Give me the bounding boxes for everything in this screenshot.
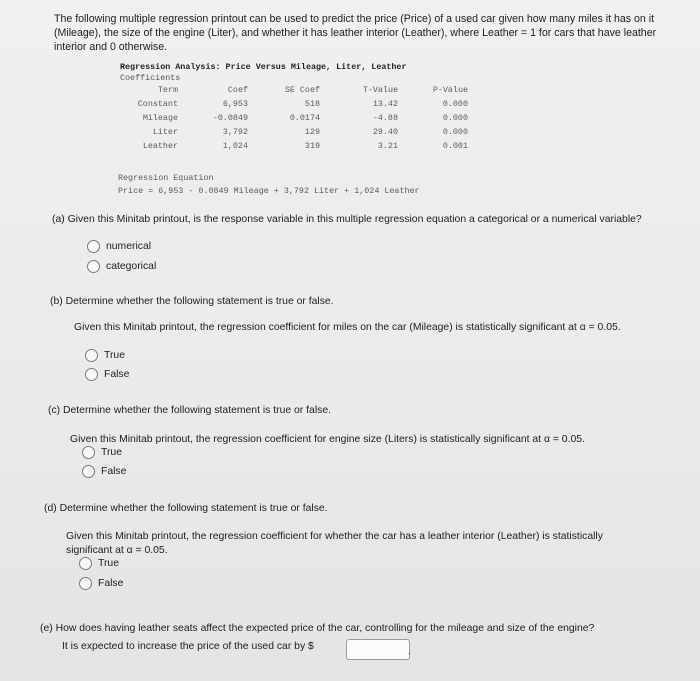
table-cell: 0.000 (442, 127, 468, 137)
question-e-text: How does having leather seats affect the expected price of the car, controlling for the mileage and size of the engine? (55, 623, 595, 634)
printout-title: Regression Analysis: Price Versus Mileage, Liter, Leather (120, 62, 407, 72)
intro-text: The following multiple regression printout can be used to predict the price (Price) of a used car given how many miles it has on it (Mileage), the size of the engine (Liter), and whether it has leather interior (Leather), where Leather = 1 for cars that have leather interior and 0 otherwise. (54, 13, 657, 53)
table-cell: 6,953 (222, 99, 248, 109)
radio-button[interactable] (85, 368, 98, 381)
question-c-text: Given this Minitab printout, the regression coefficient for engine size (Liters) is statistically significant at α = 0.05. (70, 434, 585, 445)
radio-button[interactable] (79, 577, 92, 590)
question-b-label: (b) (50, 296, 63, 307)
option-c-false[interactable] (82, 465, 126, 478)
option-label: True (98, 558, 119, 569)
question-c-label: (c) (48, 405, 61, 416)
table-cell: -0.0849 (212, 113, 248, 123)
header-term: Term (157, 85, 178, 95)
table-cell: Mileage (142, 113, 178, 123)
table-row (126, 139, 468, 153)
table-cell: 129 (304, 127, 320, 137)
question-b-instruction: Determine whether the following statement is true or false. (65, 296, 334, 307)
option-label: True (101, 447, 122, 458)
equation-text: Price = 6,953 - 0.0849 Mileage + 3,792 Liter + 1,024 Leather (118, 186, 420, 196)
option-label: numerical (106, 241, 152, 252)
header-p-value: P-Value (432, 85, 468, 95)
table-row (126, 111, 468, 125)
radio-button[interactable] (79, 557, 92, 570)
table-cell: 13.42 (372, 99, 398, 109)
table-cell: 0.000 (442, 99, 468, 109)
coefficients-table (126, 83, 468, 153)
question-e-label: (e) (40, 623, 53, 634)
option-label: categorical (106, 261, 157, 272)
question-a-text: Given this Minitab printout, is the response variable in this multiple regression equation a categorical or a numerical variable? (67, 214, 642, 225)
option-label: False (104, 369, 130, 380)
question-e (40, 622, 680, 636)
regression-printout (120, 62, 580, 153)
table-cell: 0.000 (442, 113, 468, 123)
option-d-true[interactable] (79, 557, 119, 570)
question-c-instruction-line (48, 404, 331, 418)
option-label: False (101, 466, 127, 477)
radio-button[interactable] (82, 465, 95, 478)
option-a-numerical[interactable] (87, 240, 151, 253)
question-d-text: Given this Minitab printout, the regression coefficient for whether the car has a leather interior (Leather) is statistically significant at α = 0.05. (66, 531, 603, 556)
radio-button[interactable] (87, 260, 100, 273)
table-header-row (126, 83, 468, 97)
question-a-label: (a) (52, 214, 65, 225)
question-d-instruction: Determine whether the following statement is true or false. (59, 503, 328, 514)
table-cell: -4.88 (372, 113, 398, 123)
question-c-instruction: Determine whether the following statement is true or false. (63, 405, 331, 416)
table-cell: 319 (304, 141, 320, 151)
table-cell: Liter (152, 127, 178, 137)
table-cell: 518 (304, 99, 320, 109)
table-cell: 1,024 (222, 141, 248, 151)
option-label: True (104, 350, 125, 361)
regression-equation-block (118, 172, 420, 198)
table-cell: 3,792 (222, 127, 248, 137)
table-row (126, 125, 468, 139)
question-d-label: (d) (44, 503, 57, 514)
option-d-false[interactable] (79, 577, 123, 590)
question-b-instruction-line (50, 295, 334, 309)
table-row (126, 97, 468, 111)
answer-input[interactable] (346, 639, 410, 660)
coefficients-label: Coefficients (120, 73, 181, 83)
table-cell: 0.001 (442, 141, 468, 151)
trailing-period: . (408, 646, 411, 657)
option-b-true[interactable] (85, 349, 125, 362)
question-a (52, 213, 662, 227)
radio-button[interactable] (85, 349, 98, 362)
table-cell: Leather (142, 141, 178, 151)
question-e-prompt: It is expected to increase the price of the used car by $ (62, 641, 314, 652)
question-d-instruction-line (44, 502, 328, 516)
header-coef: Coef (227, 85, 248, 95)
option-c-true[interactable] (82, 446, 122, 459)
header-se-coef: SE Coef (284, 85, 320, 95)
option-label: False (98, 578, 124, 589)
table-cell: 0.0174 (289, 113, 320, 123)
table-cell: 3.21 (377, 141, 398, 151)
equation-label: Regression Equation (118, 173, 214, 183)
header-t-value: T-Value (362, 85, 398, 95)
option-a-categorical[interactable] (87, 260, 156, 273)
option-b-false[interactable] (85, 368, 129, 381)
question-b-text: Given this Minitab printout, the regression coefficient for miles on the car (Mileage) is statistically significant at α = 0.05. (74, 322, 621, 333)
table-cell: 29.40 (372, 127, 398, 137)
radio-button[interactable] (82, 446, 95, 459)
table-cell: Constant (137, 99, 178, 109)
radio-button[interactable] (87, 240, 100, 253)
